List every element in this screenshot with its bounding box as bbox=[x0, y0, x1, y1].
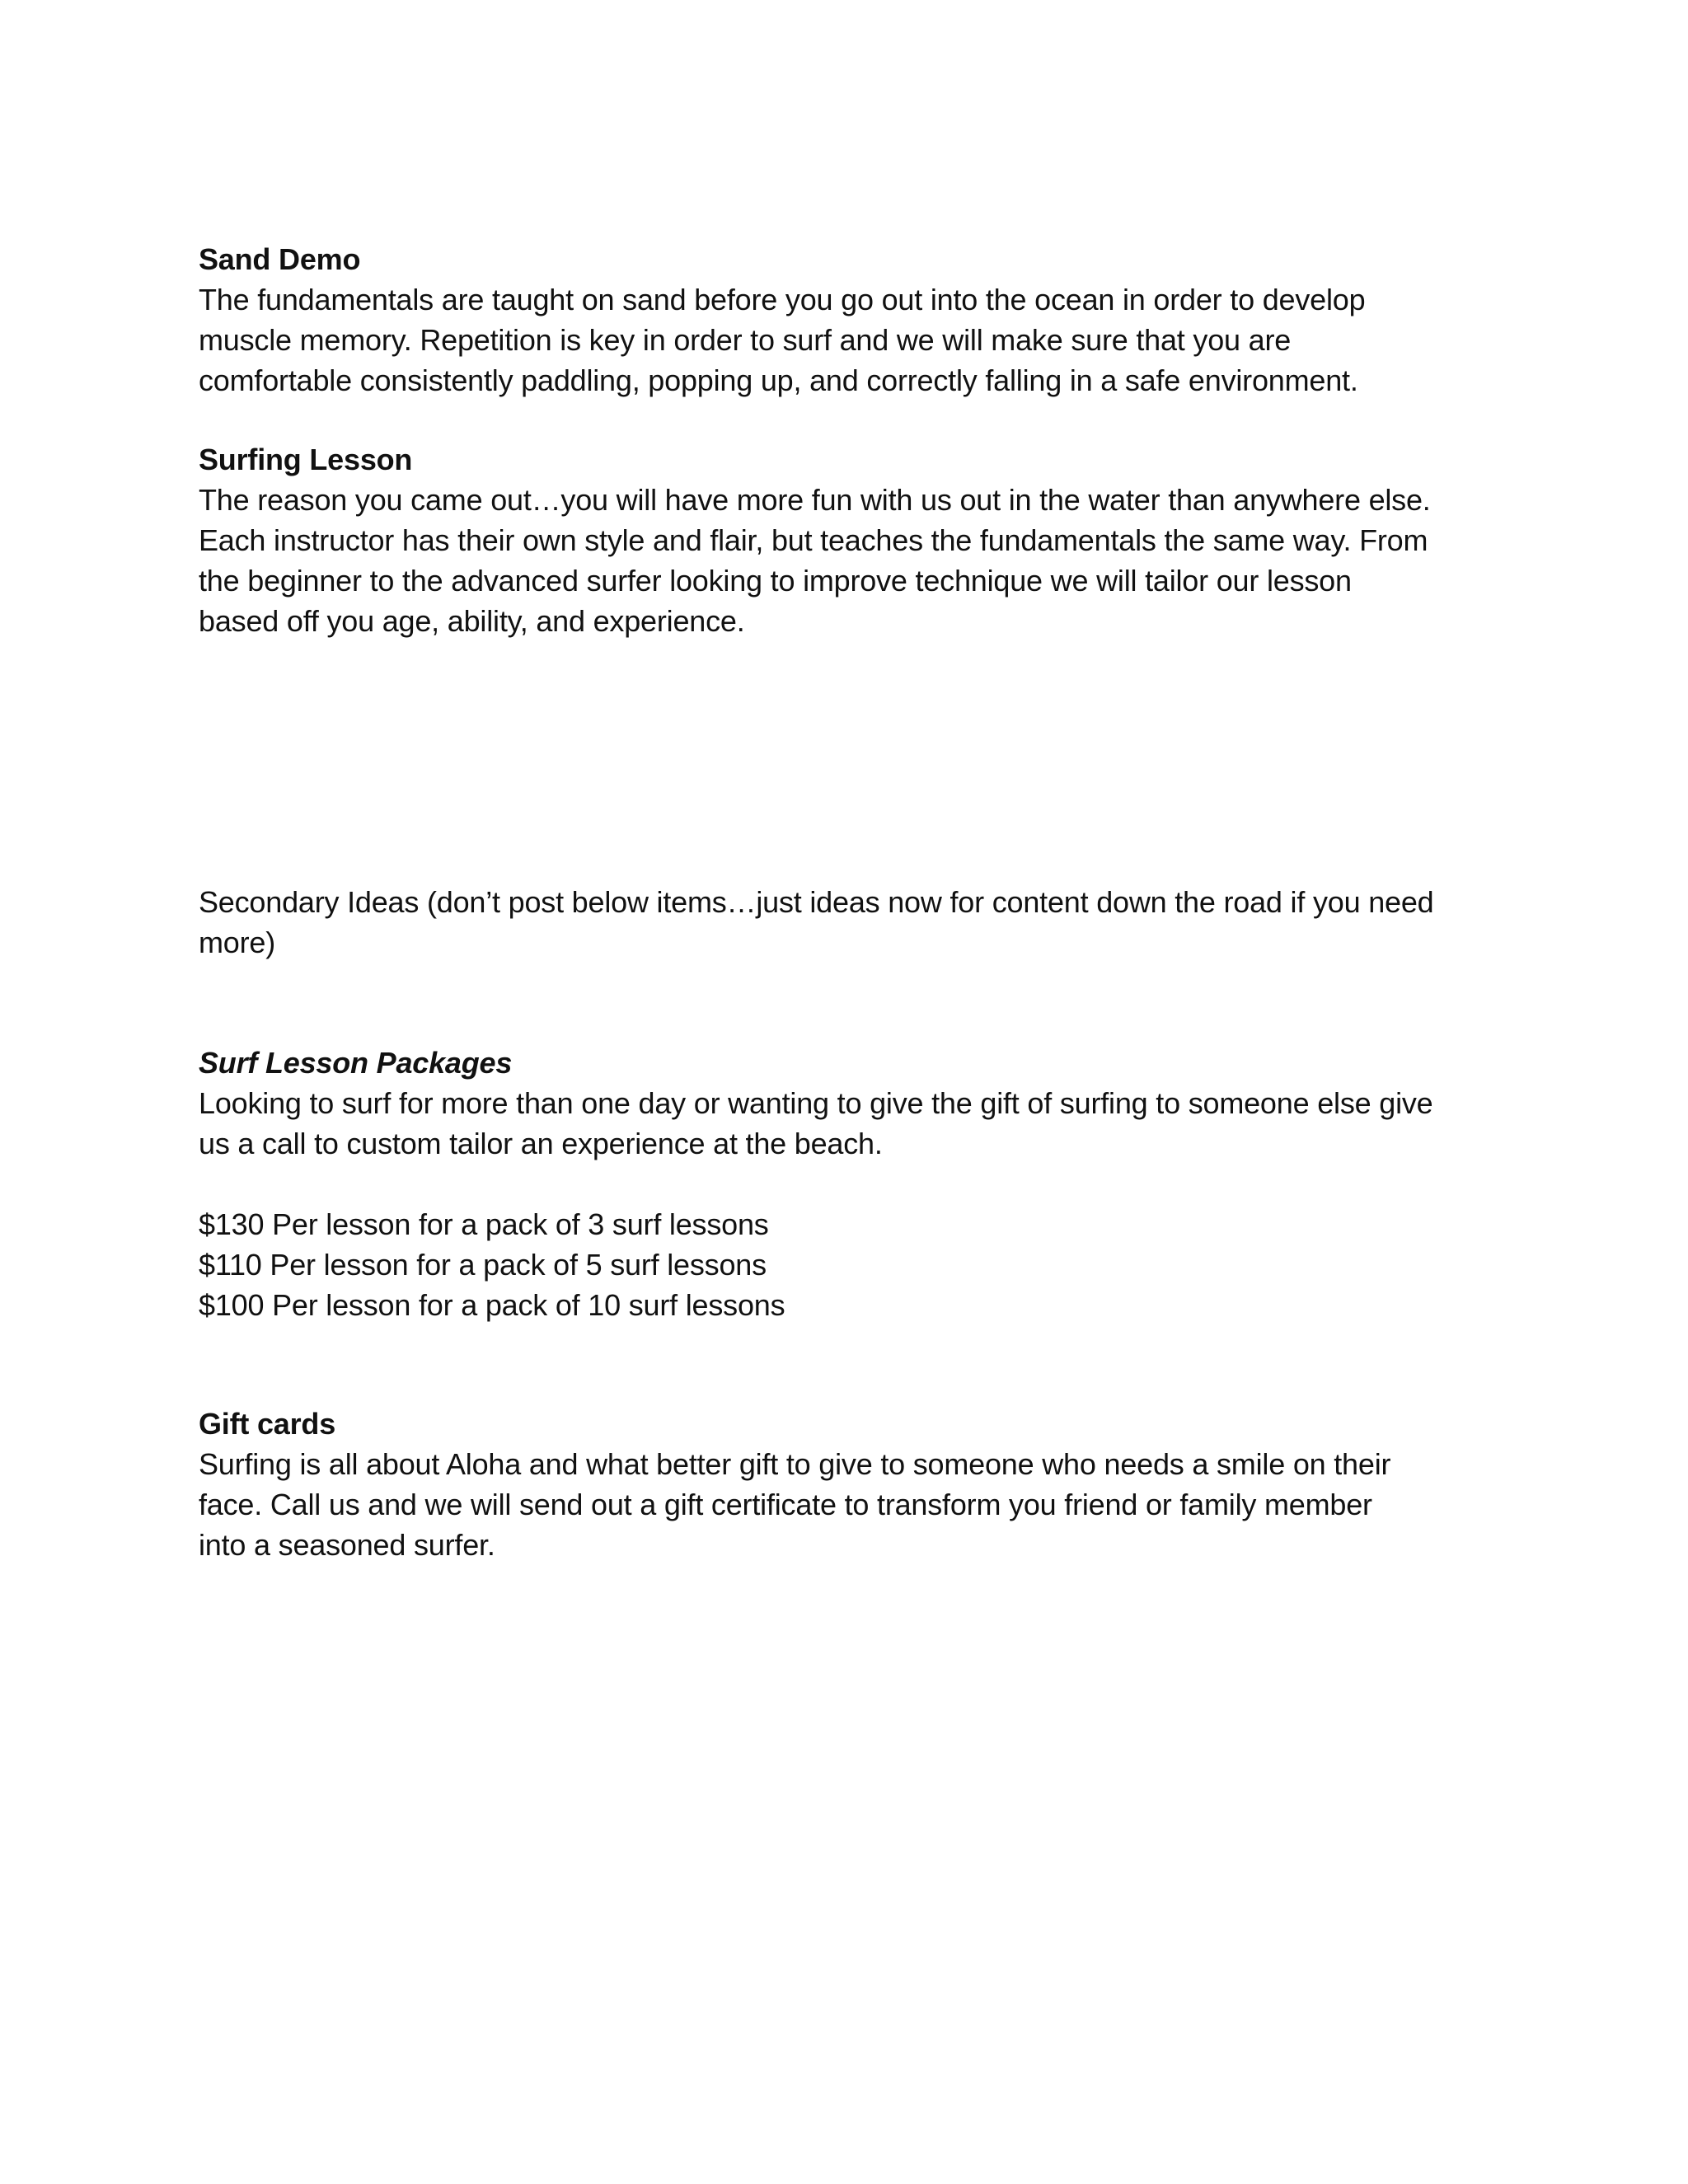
paragraph-line: face. Call us and we will send out a gift certificate to transform you friend or family member bbox=[199, 1488, 1372, 1521]
paragraph-line: us a call to custom tailor an experience at the beach. bbox=[199, 1127, 883, 1160]
section-heading: Gift cards bbox=[199, 1407, 336, 1441]
price-line: $110 Per lesson for a pack of 5 surf lessons bbox=[199, 1248, 767, 1282]
paragraph-line: comfortable consistently paddling, popping up, and correctly falling in a safe environment. bbox=[199, 363, 1358, 397]
section-sand-demo bbox=[199, 239, 1517, 401]
paragraph-line: Each instructor has their own style and flair, but teaches the fundamentals the same way. From bbox=[199, 523, 1428, 557]
paragraph-line: Looking to surf for more than one day or wanting to give the gift of surfing to someone else give bbox=[199, 1086, 1433, 1120]
paragraph-line: Secondary Ideas (don’t post below items…just ideas now for content down the road if you need bbox=[199, 885, 1434, 919]
section-heading: Surf Lesson Packages bbox=[199, 1046, 513, 1080]
paragraph-line: The reason you came out…you will have more fun with us out in the water than anywhere else. bbox=[199, 483, 1431, 517]
paragraph-line: based off you age, ability, and experience. bbox=[199, 604, 745, 638]
section-gift-cards bbox=[199, 1404, 1517, 1565]
section-secondary-ideas bbox=[199, 882, 1517, 963]
price-line: $100 Per lesson for a pack of 10 surf lessons bbox=[199, 1288, 785, 1322]
price-line: $130 Per lesson for a pack of 3 surf lessons bbox=[199, 1207, 769, 1241]
paragraph-line: into a seasoned surfer. bbox=[199, 1528, 495, 1562]
paragraph-line: more) bbox=[199, 926, 276, 959]
paragraph-line: muscle memory. Repetition is key in order to surf and we will make sure that you are bbox=[199, 323, 1292, 357]
section-heading: Surfing Lesson bbox=[199, 443, 413, 476]
section-surfing-lesson bbox=[199, 439, 1517, 641]
section-surf-lesson-packages bbox=[199, 1043, 1517, 1325]
section-heading: Sand Demo bbox=[199, 242, 361, 276]
paragraph-line: the beginner to the advanced surfer looking to improve technique we will tailor our lesson bbox=[199, 564, 1352, 598]
paragraph-line: The fundamentals are taught on sand before you go out into the ocean in order to develop bbox=[199, 283, 1366, 316]
paragraph-line: Surfing is all about Aloha and what better gift to give to someone who needs a smile on their bbox=[199, 1447, 1391, 1481]
